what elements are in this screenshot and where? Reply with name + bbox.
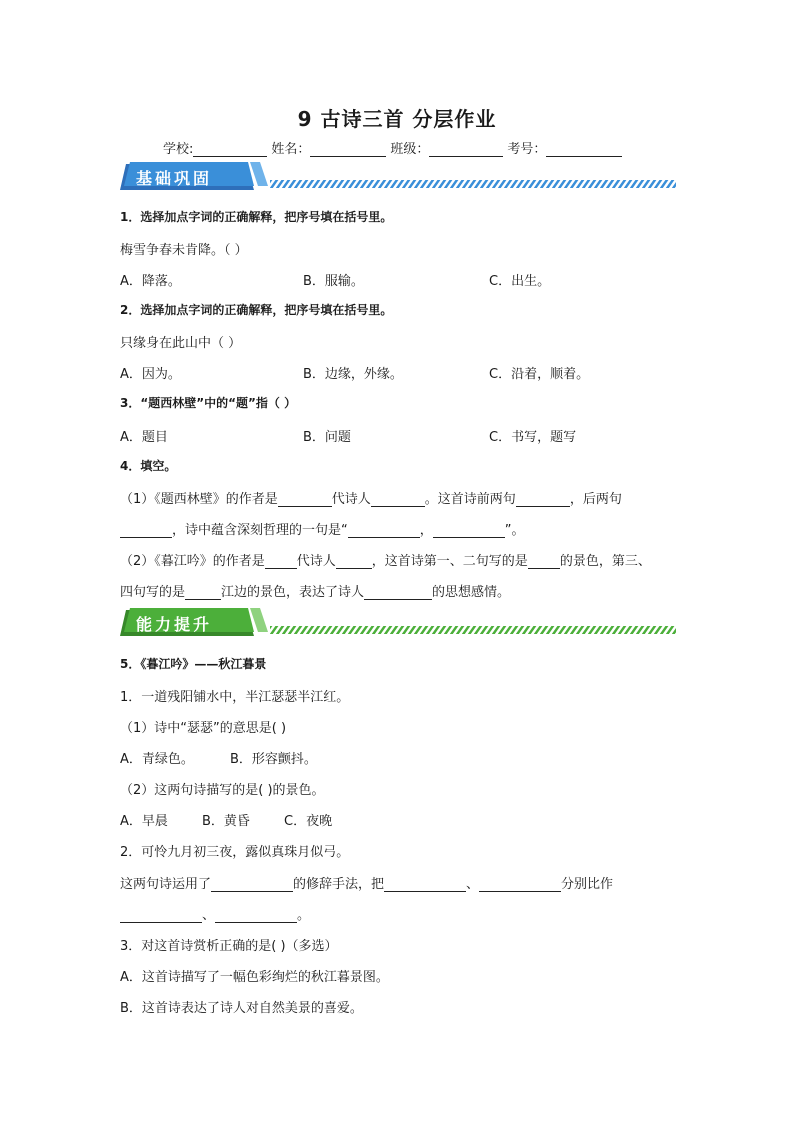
q4-p1-text-b: 代诗人 [331,492,371,507]
q4-p2-text-d: 的景色，第三、 [559,554,651,569]
q3-option-b[interactable]: B．问题 [303,430,351,445]
q4-p2-text-g: 的思想感情。 [432,585,511,600]
q4-p2-blank-feeling[interactable] [364,586,432,600]
q5-sub2: 2．可怜九月初三夜，露似真珠月似弓。 [120,845,350,860]
page-title: 9 古诗三首 分层作业 [297,107,497,131]
q4-p1-text-g: ”。 [504,523,525,538]
q5-s2-text-b: 的修辞手法，把 [293,877,385,892]
q5-sub1-q1-option-a[interactable]: A．青绿色。 [120,752,194,767]
q5-sub3: 3．对这首诗赏析正确的是( )（多选） [120,939,338,954]
q1-option-c[interactable]: C．出生。 [489,274,551,289]
q4-part1-line1 [120,488,622,507]
q4-p2-text-a: （2）《暮江吟》的作者是 [120,554,265,569]
q1-stem: 1．选择加点字词的正确解释，把序号填在括号里。 [120,210,393,224]
q4-part2-line2 [120,581,510,600]
number-label: 考号： [507,142,547,157]
class-blank[interactable] [429,142,503,157]
q2-option-b[interactable]: B．边缘，外缘。 [303,367,403,382]
q5-sub1-q1: （1）诗中“瑟瑟”的意思是( ) [120,721,287,736]
q5-sub1-q2-option-b[interactable]: B．黄昏 [202,814,250,829]
student-info-row [163,138,626,157]
q5-sub1: 1．一道残阳铺水中，半江瑟瑟半江红。 [120,690,350,705]
q5-s2-blank-compare-1[interactable] [120,909,202,923]
q3-stem: 3．“题西林壁”中的“题”指（ ） [120,396,297,410]
q4-p1-text-c: 。这首诗前两句 [424,492,516,507]
q4-p1-blank-poet[interactable] [371,493,425,507]
q5-sub2-line1 [120,873,613,892]
school-blank[interactable] [193,142,267,157]
q4-part2-line1 [120,550,651,569]
q2-option-a[interactable]: A．因为。 [120,367,181,382]
q4-p2-blank-dynasty[interactable] [265,555,297,569]
q5-sub3-option-b[interactable]: B．这首诗表达了诗人对自然美景的喜爱。 [120,1001,363,1016]
class-label: 班级： [390,142,430,157]
q2-text: 只缘身在此山中（ ） [120,336,242,351]
q2-stem: 2．选择加点字词的正确解释，把序号填在括号里。 [120,303,393,317]
q5-sub2-line2 [120,904,310,923]
q5-sub1-q1-option-b[interactable]: B．形容颤抖。 [230,752,317,767]
q4-p2-text-c: ，这首诗第一、二句写的是 [371,554,528,569]
q4-p2-text-e: 四句写的是 [120,585,186,600]
q5-stem: 5．《暮江吟》——秋江暮景 [120,657,267,671]
q4-p2-blank-scene-2[interactable] [185,586,221,600]
q5-sub1-q2-option-a[interactable]: A．早晨 [120,814,168,829]
q5-s2-text-d: 分别比作 [561,877,614,892]
q5-sub3-option-a[interactable]: A．这首诗描写了一幅色彩绚烂的秋江暮景图。 [120,970,389,985]
q4-stem: 4．填空。 [120,459,177,473]
q4-p2-blank-poet[interactable] [336,555,372,569]
section-banner-basic [120,162,676,192]
q5-s2-blank-obj-2[interactable] [479,878,561,892]
q4-p1-blank-last-two[interactable] [120,524,172,538]
q5-s2-blank-obj-1[interactable] [384,878,466,892]
q4-p1-text-f: ， [419,523,433,538]
q5-s2-blank-rhetoric[interactable] [211,878,293,892]
q5-s2-blank-compare-2[interactable] [215,909,297,923]
q5-sub1-q2-option-c[interactable]: C．夜晚 [284,814,333,829]
q4-p2-blank-scene-1[interactable] [528,555,560,569]
q5-s2-text-f: 。 [297,908,311,923]
q5-s2-text-e: 、 [202,908,216,923]
q4-p1-blank-quote-2[interactable] [433,524,505,538]
q5-s2-text-c: 、 [466,877,480,892]
q1-text: 梅雪争春未肯降。（ ） [120,243,248,258]
q4-p1-text-a: （1）《题西林壁》的作者是 [120,492,278,507]
name-blank[interactable] [310,142,386,157]
q4-p2-text-b: 代诗人 [296,554,336,569]
q4-part1-line2 [120,519,525,538]
q3-option-c[interactable]: C．书写，题写 [489,430,577,445]
q3-option-a[interactable]: A．题目 [120,430,168,445]
q5-s2-text-a: 这两句诗运用了 [120,877,212,892]
q5-sub1-q2: （2）这两句诗描写的是( )的景色。 [120,783,325,798]
q4-p1-blank-dynasty[interactable] [278,493,332,507]
number-blank[interactable] [546,142,622,157]
school-label: 学校: [163,142,194,157]
section-banner-ability [120,608,676,638]
q1-option-b[interactable]: B．服输。 [303,274,364,289]
q4-p1-text-d: ，后两句 [569,492,622,507]
q2-option-c[interactable]: C．沿着，顺着。 [489,367,590,382]
q1-option-a[interactable]: A．降落。 [120,274,181,289]
q4-p1-blank-quote-1[interactable] [348,524,420,538]
q4-p1-text-e: ，诗中蕴含深刻哲理的一句是“ [172,523,348,538]
q4-p2-text-f: 江边的景色，表达了诗人 [221,585,365,600]
name-label: 姓名： [271,142,311,157]
section-title-basic: 基础巩固 [136,169,213,188]
q4-p1-blank-first-two[interactable] [516,493,570,507]
section-title-ability: 能力提升 [136,615,213,634]
